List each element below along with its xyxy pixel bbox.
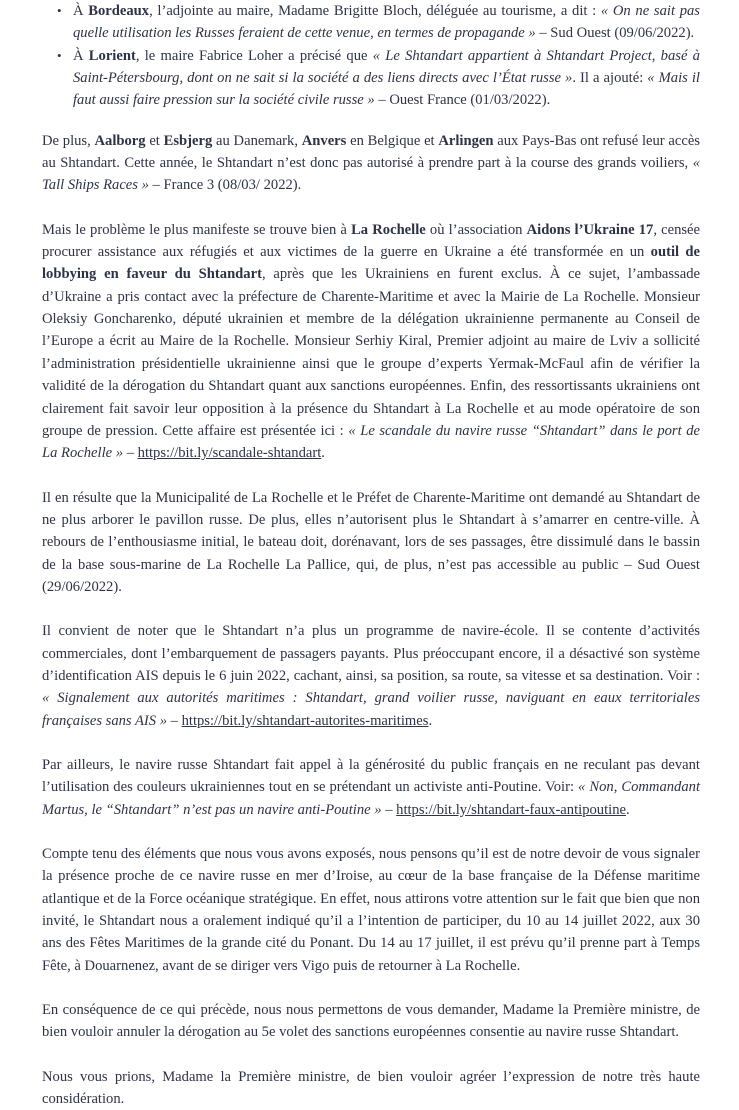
text-run: À: [73, 3, 89, 19]
paragraph-spacer: [42, 465, 700, 487]
text-run: Il en résulte que la Municipalité de La Rochelle et le Préfet de Charente-Maritime ont demandé au Shtandart de ne plus arborer le pavillon russe. De plus, elles n’autorisent plus le Shtandart à s’amarrer en centre-ville. À rebours de l’enthousiasme initial, le bateau doit, dorénavant, lors de ses passages, être dissimulé dans le bassin de la base sous-marine de La Rochelle La Pallice, qui, de plus, n’est pas accessible au public – Sud Ouest (29/06/2022).: [42, 489, 700, 595]
emphasis-bold: Arlingen: [438, 132, 494, 149]
emphasis-italic: « Le Shtandart appartient à Shtandart Project, basé à Saint-Pétersbourg, dont on ne sait si la société a des liens directs avec l’État russe »: [73, 47, 700, 87]
text-run: Mais le problème le plus manifeste se trouve bien à: [42, 221, 352, 238]
text-run: au Danemark,: [212, 132, 302, 149]
paragraph-container: [42, 130, 700, 1110]
bullet-item-bordeaux: [42, 0, 700, 45]
paragraph-spacer: [42, 821, 700, 843]
paragraph-spacer: [42, 1044, 700, 1066]
emphasis-italic: « On ne sait pas quelle utilisation les Russes feraient de cette venue, en termes de propagande »: [73, 3, 700, 42]
text-run: – Sud Ouest (09/06/2022).: [535, 25, 695, 42]
text-run: , le maire Fabrice Loher a précisé que: [135, 47, 373, 64]
text-run: –: [381, 801, 397, 818]
emphasis-bold: Aidons l’Ukraine 17: [526, 221, 654, 238]
paragraph-spacer: [42, 732, 700, 754]
hyperlink[interactable]: https://bit.ly/scandale-shtandart: [137, 445, 322, 462]
emphasis-bold: Esbjerg: [163, 132, 213, 149]
text-run: Compte tenu des éléments que nous vous avons exposés, nous pensons qu’il est de notre devoir de vous signaler la présence proche de ce navire russe en mer d’Iroise, au cœur de la base française de la Défense maritime atlantique et de la Force océanique stratégique. En effet, nous attirons votre attention sur le fait que bien que non invité, le Shtandart nous a oralement indiqué qu’il a l’intention de participer, du 10 au 14 juillet 2022, aux 30 ans des Fêtes Maritimes de la grande cité du Ponant. Du 14 au 17 juillet, il est prévu qu’il prenne part à Temps Fête, à Douarnenez, avant de se diriger vers Vigo puis de retourner à La Rochelle.: [42, 846, 700, 974]
paragraph-la-rochelle-lobbying: [42, 219, 700, 465]
text-run: , l’adjointe au maire, Madame Brigitte Bloch, déléguée au tourisme, a dit :: [149, 3, 601, 19]
emphasis-bold: outil de lobbying en faveur du Shtandart: [42, 244, 700, 283]
hyperlink[interactable]: https://bit.ly/shtandart-faux-antipoutine: [396, 801, 626, 818]
bullet-list: [42, 0, 700, 112]
emphasis-italic: « Tall Ships Races »: [42, 155, 700, 194]
emphasis-italic: « Non, Commandant Martus, le “Shtandart” n’est pas un navire anti-Poutine »: [42, 779, 701, 818]
emphasis-italic: « Signalement aux autorités maritimes : Shtandart, grand voilier russe, naviguant en eaux territoriales françaises sans AIS »: [42, 690, 700, 729]
paragraph-spacer: [42, 598, 700, 620]
paragraph-faux-antipoutine: [42, 754, 700, 821]
text-run: , après que les Ukrainiens en furent exclus. À ce sujet, l’ambassade d’Ukraine a pris contact avec la préfecture de Charente-Maritime et avec la Mairie de La Rochelle. Monsieur Oleksiy Goncharenko, député ukrainien et membre de la délégation ukrainienne permanente au Conseil de l’Europe a écrit au Maire de la Rochelle. Monsieur Serhiy Kiral, Premier adjoint au maire de Lviv a sollicité l’administration présidentielle ukrainienne ainsi que le groupe d’experts Yermak-McFaul afin de vérifier la validité de la dérogation du Shtandart quant aux sanctions européennes. Enfin, des ressortissants ukrainiens ont clairement fait savoir leur opposition à la présence du Shtandart à La Rochelle et au mode opératoire de son groupe de pression. Cette affaire est présentée ici :: [42, 266, 700, 439]
paragraph-ports-refus: [42, 130, 700, 197]
text-run: . Il a ajouté:: [572, 70, 648, 87]
text-run: et: [145, 132, 164, 149]
hyperlink[interactable]: https://bit.ly/shtandart-autorites-maritimes: [181, 712, 429, 729]
paragraph-demande-annulation: [42, 999, 700, 1044]
emphasis-bold: Bordeaux: [88, 3, 150, 19]
emphasis-bold: Lorient: [88, 47, 136, 64]
text-run: –: [167, 712, 182, 729]
paragraph-mer-iroise: [42, 843, 700, 977]
paragraph-ais-desactive: [42, 620, 700, 732]
spacer: [42, 112, 700, 130]
text-run: – France 3 (08/03/ 2022).: [148, 177, 302, 194]
emphasis-bold: Anvers: [301, 132, 347, 149]
text-run: .: [428, 712, 433, 729]
paragraph-spacer: [42, 977, 700, 999]
text-run: .: [321, 445, 325, 462]
text-run: , censée procurer assistance aux réfugiés et aux victimes de la guerre en Ukraine a été transformée en un: [42, 221, 701, 261]
bullet-item-lorient: [42, 45, 700, 112]
paragraph-formule-politesse: [42, 1066, 700, 1110]
text-run: –: [123, 445, 138, 462]
paragraph-spacer: [42, 197, 700, 219]
text-run: Nous vous prions, Madame la Première ministre, de bien vouloir agréer l’expression de notre très haute considération.: [42, 1068, 700, 1108]
text-run: De plus,: [42, 132, 95, 149]
emphasis-italic: « Mais il faut aussi faire pression sur la société civile russe »: [73, 70, 700, 109]
emphasis-italic: « Le scandale du navire russe “Shtandart” dans le port de La Rochelle »: [42, 422, 701, 462]
text-run: aux Pays-Bas ont refusé leur accès au Shtandart. Cette année, le Shtandart n’est donc pas autorisé à prendre part à la course des grands voiliers,: [42, 132, 700, 172]
text-run: en Belgique et: [346, 132, 439, 149]
text-run: Par ailleurs, le navire russe Shtandart fait appel à la générosité du public français en ne reculant pas devant l’utilisation des couleurs ukrainiennes tout en se prétendant un activiste anti-Poutine. Voir:: [42, 756, 700, 796]
text-run: .: [625, 801, 630, 818]
text-run: À: [73, 47, 89, 64]
text-run: En conséquence de ce qui précède, nous nous permettons de vous demander, Madame la Première ministre, de bien vouloir annuler la dérogation au 5e volet des sanctions européennes consentie au navire russe Shtandart.: [42, 1002, 700, 1041]
paragraph-pavillon-russe: [42, 487, 700, 599]
text-run: Il convient de noter que le Shtandart n’a plus un programme de navire-école. Il se contente d’activités commerciales, dont l’embarquement de passagers payants. Plus préoccupant encore, il a désactivé son système d’identification AIS depuis le 6 juin 2022, cachant, ainsi, sa position, sa route, sa vitesse et sa destination. Voir :: [42, 623, 700, 684]
text-run: – Ouest France (01/03/2022).: [374, 92, 551, 109]
emphasis-bold: La Rochelle: [351, 221, 426, 238]
emphasis-bold: Aalborg: [94, 132, 146, 149]
text-run: où l’association: [425, 221, 527, 238]
